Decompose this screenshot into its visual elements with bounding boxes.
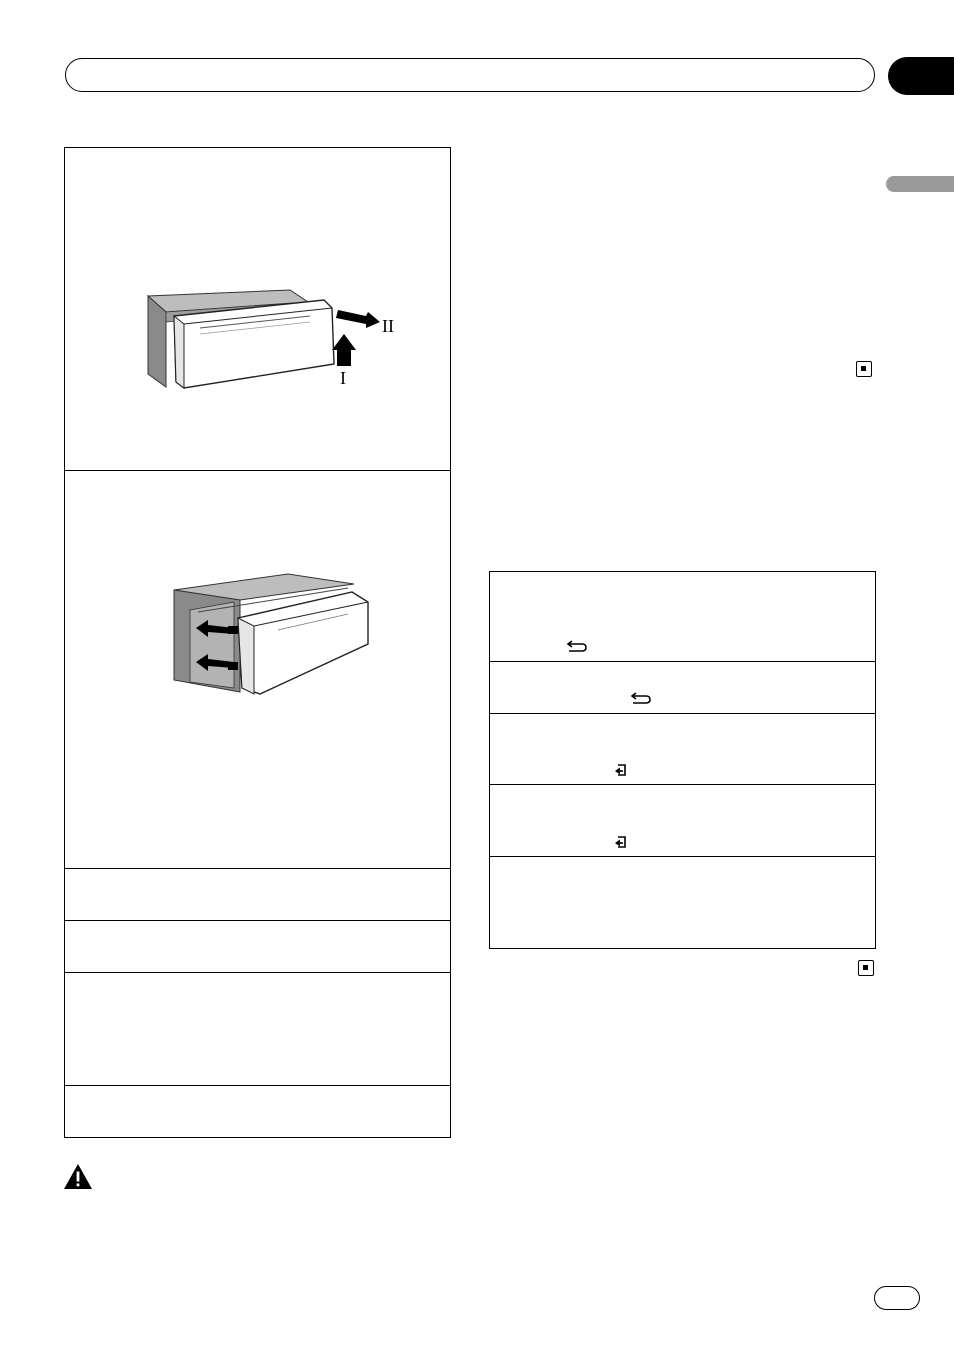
left-table-divider xyxy=(64,470,451,471)
enter-icon xyxy=(614,835,628,849)
right-table-divider xyxy=(489,856,876,857)
left-table-divider xyxy=(64,1085,451,1086)
attach-front-panel-illustration xyxy=(168,570,378,698)
right-operation-table xyxy=(489,571,876,949)
section-side-tab xyxy=(886,176,954,192)
right-table-divider xyxy=(489,661,876,662)
left-table-divider xyxy=(64,920,451,921)
right-table-divider xyxy=(489,784,876,785)
end-of-section-icon xyxy=(856,361,872,377)
return-icon xyxy=(631,692,651,704)
right-table-divider xyxy=(489,713,876,714)
end-of-section-icon xyxy=(858,960,874,976)
return-icon xyxy=(567,640,587,652)
chapter-tab xyxy=(888,57,954,95)
left-table-divider xyxy=(64,868,451,869)
page-number-badge xyxy=(874,1286,920,1310)
svg-text:II: II xyxy=(382,316,394,336)
header-title-bar xyxy=(65,58,875,92)
left-table-divider xyxy=(64,972,451,973)
warning-icon xyxy=(63,1163,93,1190)
enter-icon xyxy=(614,763,628,777)
svg-text:I: I xyxy=(340,368,346,388)
remove-front-panel-illustration xyxy=(140,282,400,394)
